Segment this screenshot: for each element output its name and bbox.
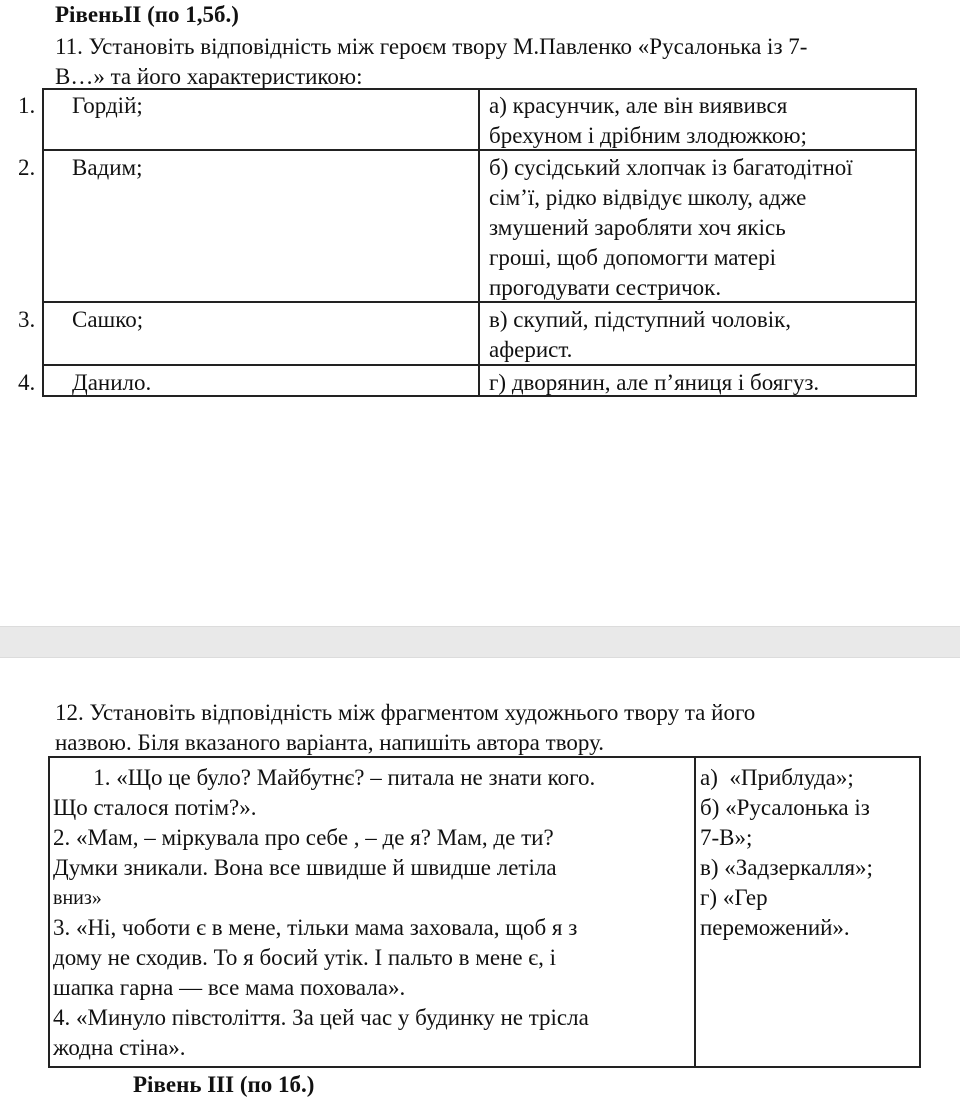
title-line: б) «Русалонька із — [700, 795, 870, 820]
characteristic — [489, 368, 819, 398]
fragment-line: дому не сходив. То я босий утік. І пальто в мене є, і — [53, 945, 557, 970]
titles-cell — [700, 763, 873, 943]
row-number: 4. — [18, 370, 36, 395]
characteristic-line: гроші, щоб допомогти матері — [489, 245, 777, 270]
page-separator — [0, 626, 960, 658]
fragment-line: вниз» — [53, 887, 102, 909]
row-number: 3. — [18, 307, 36, 332]
title-line: 7-В»; — [700, 825, 753, 850]
fragment-line: Думки зникали. Вона все швидше й швидше летіла — [53, 855, 557, 880]
hero-name: Вадим; — [72, 155, 143, 180]
characteristic-line: сім’ї, рідко відвідує школу, адже — [489, 185, 807, 210]
table-divider — [478, 88, 480, 397]
title-line: в) «Задзеркалля»; — [700, 855, 873, 880]
title-line: г) «Гер — [700, 885, 768, 910]
next-level-heading: Рівень ІІІ (по 1б.) — [133, 1072, 315, 1097]
hero-name: Сашко; — [72, 307, 144, 332]
level-heading: РівеньІІ (по 1,5б.) — [55, 2, 239, 27]
title-line: переможений». — [700, 915, 850, 940]
fragment-line: 4. «Минуло півстоліття. За цей час у будинку не трісла — [53, 1005, 589, 1030]
fragments-cell — [53, 763, 595, 1063]
characteristic-line: аферист. — [489, 337, 573, 362]
characteristic-line: б) сусідський хлопчак із багатодітної — [489, 155, 853, 180]
title-line: а) «Приблуда»; — [700, 765, 854, 790]
fragment-line: Що сталося потім?». — [53, 795, 257, 820]
question-11-line-1: 11. Установіть відповідність між героєм твору М.Павленко «Русалонька із 7- — [55, 34, 808, 59]
question-12-line-2: назвою. Біля вказаного варіанта, напишіть автора твору. — [55, 730, 605, 755]
characteristic-line: а) красунчик, але він виявився — [489, 93, 788, 118]
fragment-line: шапка гарна — все мама поховала». — [53, 975, 406, 1000]
question-11-line-2: В…» та його характеристикою: — [55, 64, 363, 89]
hero-name: Гордій; — [72, 93, 143, 118]
characteristic-line: в) скупий, підступний чоловік, — [489, 307, 792, 332]
hero-name: Данило. — [72, 370, 152, 395]
fragment-line: 2. «Мам, – міркувала про себе , – де я? Мам, де ти? — [53, 825, 554, 850]
row-number: 2. — [18, 155, 36, 180]
table-divider — [694, 756, 696, 1068]
fragment-line: 1. «Що це було? Майбутнє? – питала не знати кого. — [53, 765, 596, 790]
question-12-line-1: 12. Установіть відповідність між фрагментом художнього твору та його — [55, 700, 756, 725]
characteristic-line: г) дворянин, але п’яниця і боягуз. — [489, 370, 820, 395]
row-number: 1. — [18, 93, 36, 118]
characteristic-line: прогодувати сестричок. — [489, 275, 722, 300]
characteristic — [489, 91, 807, 151]
characteristic-line: змушений заробляти хоч якісь — [489, 215, 786, 240]
fragment-line: 3. «Ні, чоботи є в мене, тільки мама заховала, щоб я з — [53, 915, 578, 940]
characteristic-line: брехуном і дрібним злодюжкою; — [489, 123, 807, 148]
fragment-line: жодна стіна». — [53, 1035, 186, 1060]
characteristic — [489, 305, 791, 365]
characteristic — [489, 153, 853, 303]
